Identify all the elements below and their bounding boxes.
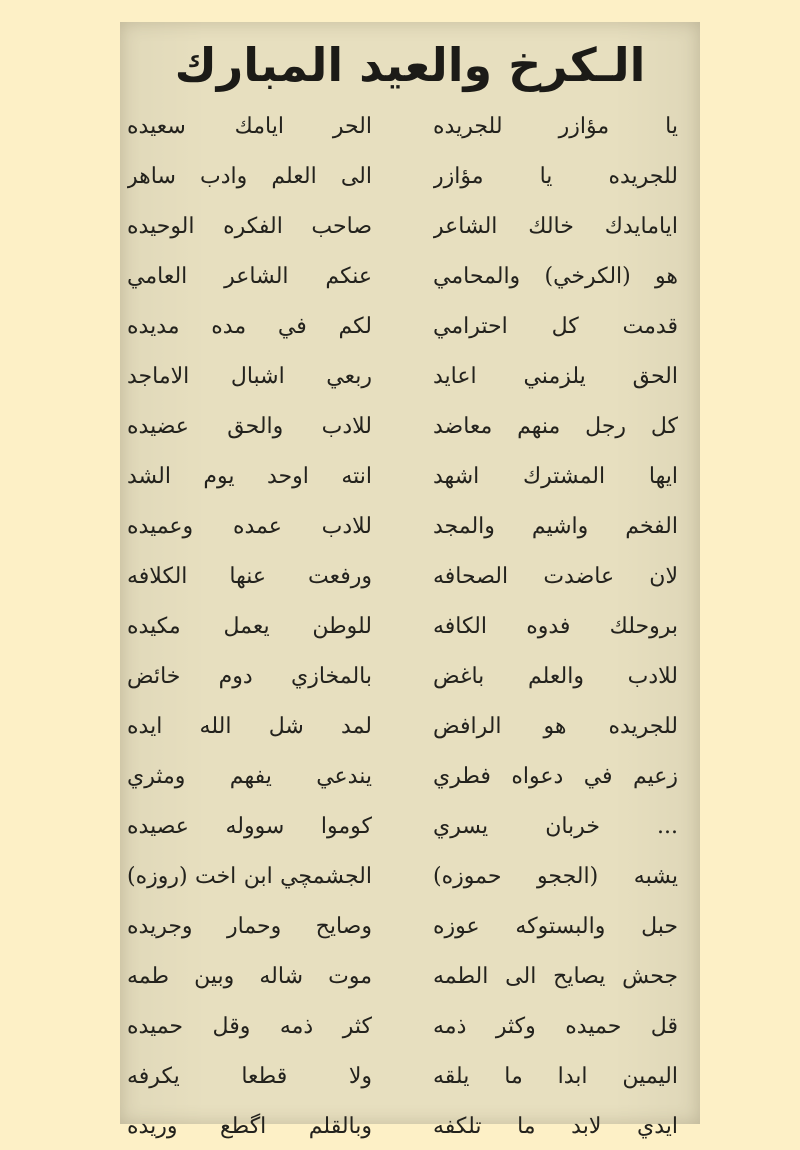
verse-right-hemistich: ايامايدك خالك الشاعر	[433, 214, 678, 239]
verse-left-hemistich: الحر ايامك سعيده	[127, 114, 372, 139]
verse-right-hemistich: هو (الكرخي) والمحامي	[433, 264, 678, 289]
verse-right-hemistich: للجريده يا مؤازر	[433, 164, 678, 189]
verse-left-hemistich: يندعي يفهم ومثري	[127, 764, 372, 789]
verse-row	[120, 504, 700, 550]
verse-left-hemistich: لكم في مده مديده	[127, 314, 372, 339]
verse-left-hemistich: وصايح وحمار وجريده	[127, 914, 372, 939]
verse-row	[120, 254, 700, 300]
verse-right-hemistich: ايدي لابد ما تلكفه	[433, 1114, 678, 1139]
verse-left-hemistich: ولا قطعا يكرفه	[127, 1064, 372, 1089]
verse-row	[120, 654, 700, 700]
verse-right-hemistich: الفخم واشيم والمجد	[433, 514, 678, 539]
verse-row	[120, 604, 700, 650]
verse-right-hemistich: بروحلك فدوه الكافه	[433, 614, 678, 639]
verse-right-hemistich: للادب والعلم باغض	[433, 664, 678, 689]
verse-row	[120, 704, 700, 750]
verse-right-hemistich: لان عاضدت الصحافه	[433, 564, 678, 589]
verse-right-hemistich: كل رجل منهم معاضد	[433, 414, 678, 439]
verse-row	[120, 904, 700, 950]
newspaper-clipping	[120, 22, 700, 1139]
verse-left-hemistich: كثر ذمه وقل حميده	[127, 1014, 372, 1039]
verse-right-hemistich: يشبه (الججو حموزه)	[433, 864, 678, 889]
verse-left-hemistich: ربعي اشبال الاماجد	[127, 364, 372, 389]
verse-left-hemistich: موت شاله وبين طمه	[127, 964, 372, 989]
verse-row	[120, 354, 700, 400]
verse-row	[120, 454, 700, 500]
verse-left-hemistich: انته اوحد يوم الشد	[127, 464, 372, 489]
verse-left-hemistich: لمد شل الله ايده	[127, 714, 372, 739]
verse-row	[120, 204, 700, 250]
verse-row	[120, 104, 700, 150]
verse-right-hemistich: قل حميده وكثر ذمه	[433, 1014, 678, 1039]
verse-row	[120, 1104, 700, 1150]
verse-right-hemistich: جحش يصايح الى الطمه	[433, 964, 678, 989]
poem-title: الـكرخ والعيد المبارك	[174, 38, 646, 92]
verse-left-hemistich: بالمخازي دوم خائض	[127, 664, 372, 689]
verse-right-hemistich: للجريده هو الرافض	[433, 714, 678, 739]
verse-row	[120, 954, 700, 1000]
verse-left-hemistich: الى العلم وادب ساهر	[127, 164, 372, 189]
verse-row	[120, 304, 700, 350]
verse-row	[120, 154, 700, 200]
verse-row	[120, 1004, 700, 1050]
verse-row	[120, 1054, 700, 1100]
verse-right-hemistich: زعيم في دعواه فطري	[433, 764, 678, 789]
verse-left-hemistich: كوموا سووله عصيده	[127, 814, 372, 839]
verse-right-hemistich: حبل والبستوكه عوزه	[433, 914, 678, 939]
verse-row	[120, 804, 700, 850]
verse-right-hemistich: يا مؤازر للجريده	[433, 114, 678, 139]
verse-left-hemistich: للادب عمده وعميده	[127, 514, 372, 539]
verse-left-hemistich: عنكم الشاعر العامي	[127, 264, 372, 289]
verse-left-hemistich: الجشمچي ابن اخت (روزه)	[127, 864, 372, 889]
verse-row	[120, 404, 700, 450]
verse-right-hemistich: اليمين ابدا ما يلقه	[433, 1064, 678, 1089]
verse-right-hemistich: قدمت كل احترامي	[433, 314, 678, 339]
verse-right-hemistich: ايها المشترك اشهد	[433, 464, 678, 489]
verse-left-hemistich: وبالقلم اگطع وريده	[127, 1114, 372, 1139]
verse-left-hemistich: صاحب الفكره الوحيده	[127, 214, 372, 239]
verse-row	[120, 554, 700, 600]
verse-row	[120, 854, 700, 900]
verse-left-hemistich: للادب والحق عضيده	[127, 414, 372, 439]
verse-row	[120, 754, 700, 800]
verse-left-hemistich: ورفعت عنها الكلافه	[127, 564, 372, 589]
verse-right-hemistich: ... خربان يسري	[433, 814, 678, 839]
verse-left-hemistich: للوطن يعمل مكيده	[127, 614, 372, 639]
verse-right-hemistich: الحق يلزمني اعايد	[433, 364, 678, 389]
